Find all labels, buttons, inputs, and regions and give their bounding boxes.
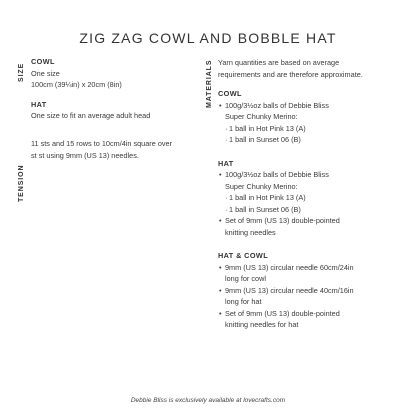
list-item: · 1 ball in Sunset 06 (B) bbox=[218, 134, 408, 146]
materials-hat-cowl-heading: HAT & COWL bbox=[218, 251, 269, 260]
page-title: ZIG ZAG COWL AND BOBBLE HAT bbox=[79, 30, 337, 46]
materials-section bbox=[218, 57, 408, 331]
footer-note: Debbie Bliss is exclusively available at lovecrafts.com bbox=[130, 397, 286, 404]
list-item: • Set of 9mm (US 13) double-pointed knitting needles bbox=[218, 215, 408, 238]
tension-line-2: st st using 9mm (US 13) needles. bbox=[31, 150, 139, 160]
size-label: SIZE bbox=[18, 62, 25, 82]
list-item: • Set of 9mm (US 13) double-pointed knitting needles for hat bbox=[218, 308, 408, 331]
materials-intro-line-1: Yarn quantities are based on average bbox=[218, 58, 340, 67]
cowl-size-heading: COWL bbox=[31, 57, 55, 66]
list-item: · 1 ball in Hot Pink 13 (A) bbox=[218, 192, 408, 204]
tension-line-1: 11 sts and 15 rows to 10cm/4in square over bbox=[31, 139, 173, 148]
cowl-dimensions: 100cm (39¼in) x 20cm (8in) bbox=[31, 80, 122, 89]
materials-hat-heading: HAT bbox=[218, 158, 234, 168]
tension-section bbox=[31, 138, 206, 161]
hat-size-heading: HAT bbox=[31, 99, 47, 109]
hat-cowl-materials-list bbox=[218, 262, 408, 331]
list-item: · 1 ball in Hot Pink 13 (A) bbox=[218, 123, 408, 135]
hat-materials-list bbox=[218, 169, 408, 238]
list-item: • 100g/3½oz balls of Debbie Bliss Super Chunky Merino: bbox=[218, 169, 408, 192]
list-item: • 100g/3½oz balls of Debbie Bliss Super Chunky Merino: bbox=[218, 100, 408, 123]
size-section bbox=[31, 56, 201, 122]
cowl-size-text: One size bbox=[31, 68, 60, 78]
hat-size-text: One size to fit an average adult head bbox=[31, 111, 151, 120]
materials-intro-line-2: requirements and are therefore approximate. bbox=[218, 69, 363, 79]
materials-cowl-heading: COWL bbox=[218, 89, 242, 98]
tension-label: TENSION bbox=[18, 164, 25, 202]
list-item: • 9mm (US 13) circular needle 60cm/24in long for cowl bbox=[218, 262, 408, 285]
list-item: • 9mm (US 13) circular needle 40cm/16in long for hat bbox=[218, 285, 408, 308]
list-item: · 1 ball in Sunset 06 (B) bbox=[218, 204, 408, 216]
cowl-materials-list bbox=[218, 100, 408, 146]
materials-label: MATERIALS bbox=[206, 59, 213, 108]
